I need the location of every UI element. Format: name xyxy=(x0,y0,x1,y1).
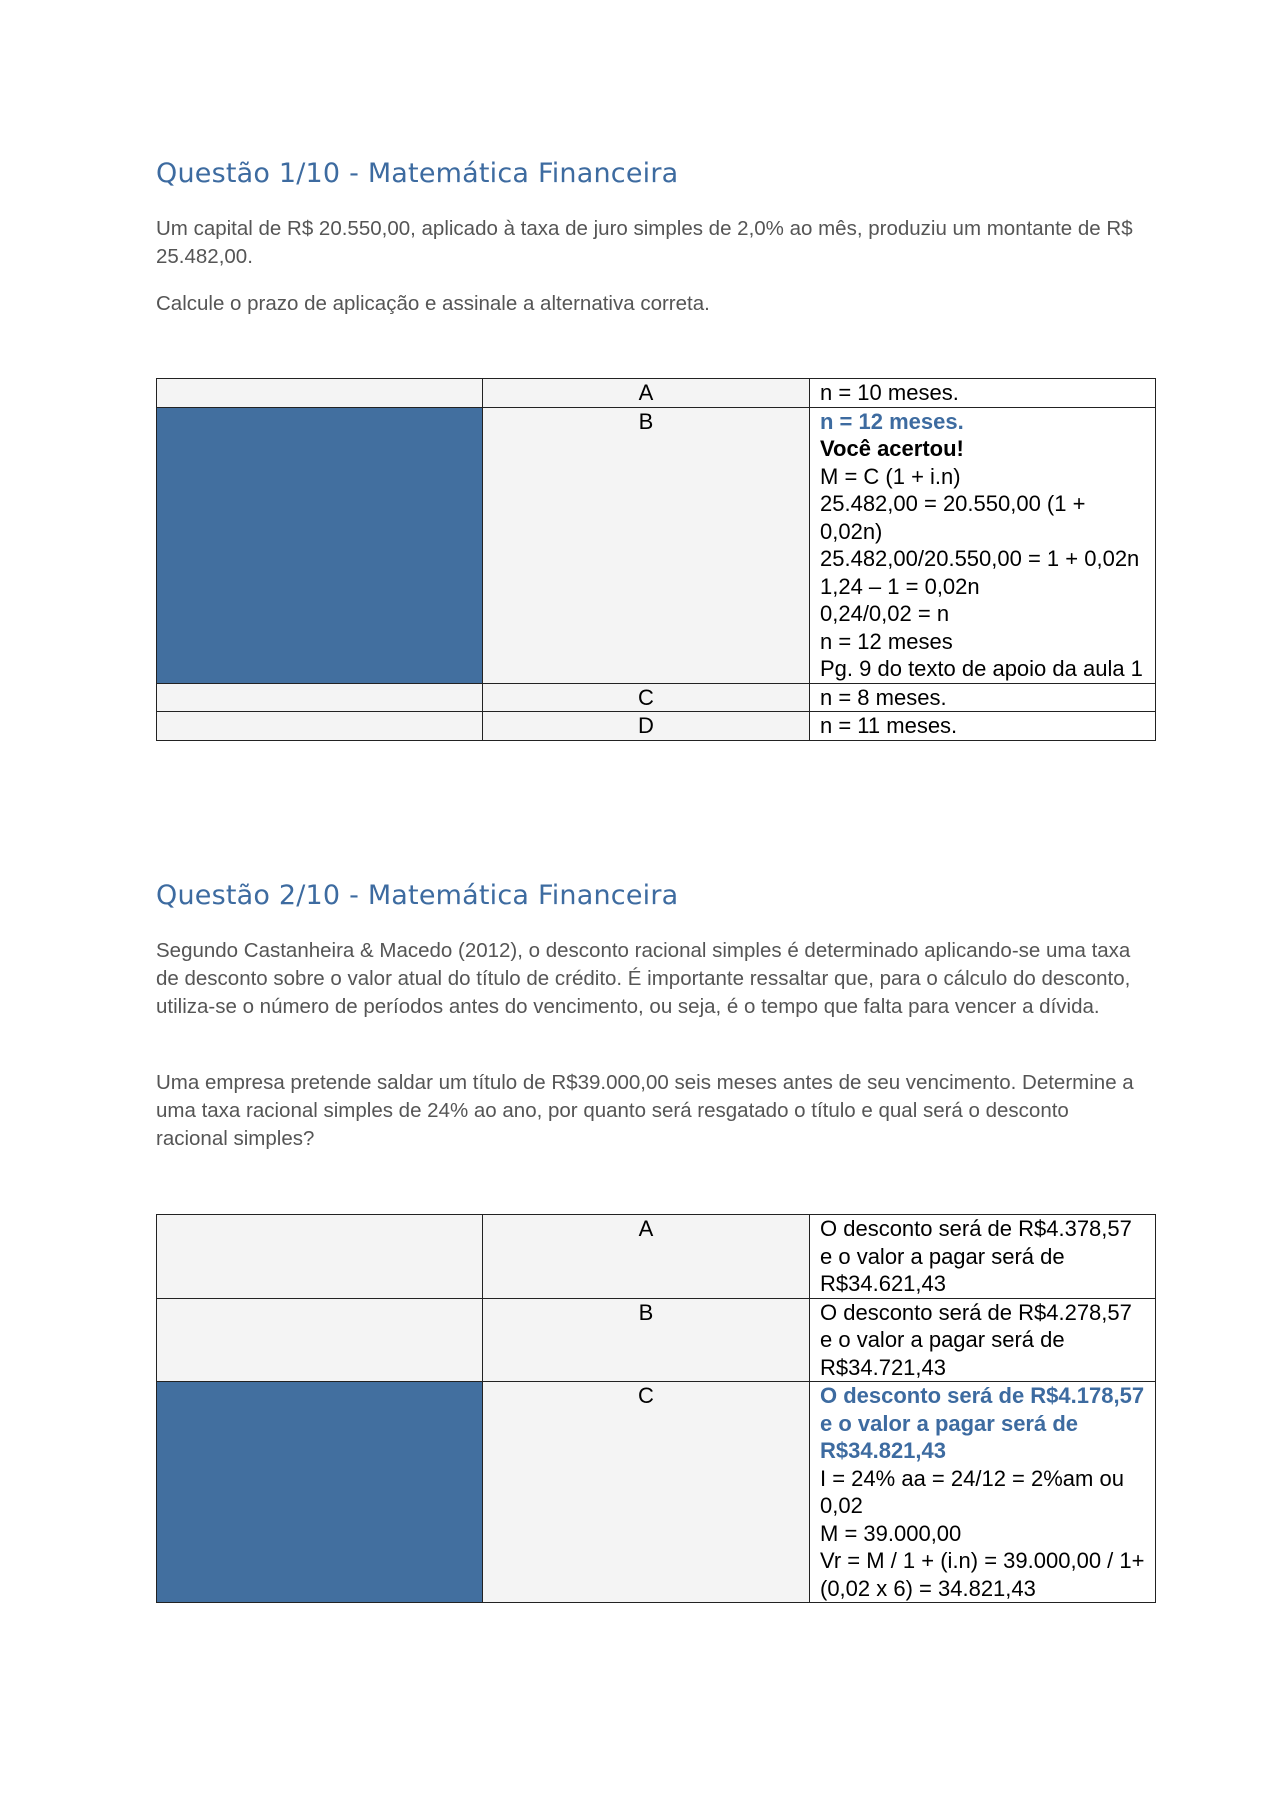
option-row-c[interactable] xyxy=(157,1382,1156,1603)
question-2-options-table xyxy=(156,1214,1156,1603)
explanation-line: I = 24% aa = 24/12 = 2%am ou 0,02 xyxy=(820,1465,1124,1518)
option-text-correct xyxy=(810,407,1156,683)
explanation-line: M = C (1 + i.n) xyxy=(820,463,961,489)
question-1-statement: Um capital de R$ 20.550,00, aplicado à taxa de juro simples de 2,0% ao mês, produziu um montante de R$ 25.482,00. xyxy=(156,217,1133,268)
option-marker-cell xyxy=(157,379,483,408)
explanation-line: 1,24 – 1 = 0,02n xyxy=(820,573,980,599)
explanation-line: 25.482,00/20.550,00 = 1 + 0,02n xyxy=(820,546,1140,571)
question-1-instruction: Calcule o prazo de aplicação e assinale a alternativa correta. xyxy=(156,292,710,315)
option-marker-cell xyxy=(157,1298,483,1382)
option-letter: B xyxy=(483,407,810,683)
question-2-title: Questão 2/10 - Matemática Financeira xyxy=(156,880,679,911)
correct-answer-text: n = 12 meses. xyxy=(820,408,964,434)
option-letter: C xyxy=(483,1382,810,1603)
option-text: n = 11 meses. xyxy=(810,712,1156,741)
option-row-c[interactable] xyxy=(157,683,1156,712)
option-text: O desconto será de R$4.378,57 e o valor a pagar será de R$34.621,43 xyxy=(810,1215,1156,1299)
question-2-statement: Uma empresa pretende saldar um título de R$39.000,00 seis meses antes de seu vencimento. Determine a uma taxa racional simples de 24% ao ano, por quanto será resgatado o título e qual será o desconto racional simples? xyxy=(156,1071,1134,1150)
explanation-line: M = 39.000,00 xyxy=(820,1520,962,1546)
correct-answer-text: O desconto será de R$4.178,57 e o valor a pagar será de R$34.821,43 xyxy=(820,1383,1145,1463)
option-row-a[interactable] xyxy=(157,379,1156,408)
option-row-b[interactable] xyxy=(157,1298,1156,1382)
option-marker-cell xyxy=(157,712,483,741)
option-row-d[interactable] xyxy=(157,712,1156,741)
option-row-a[interactable] xyxy=(157,1215,1156,1299)
question-2-context: Segundo Castanheira & Macedo (2012), o desconto racional simples é determinado aplicando-se uma taxa de desconto sobre o valor atual do título de crédito. É importante ressaltar que, para o cálculo do desconto, utiliza-se o número de períodos antes do vencimento, ou seja, é o tempo que falta para vencer a dívida. xyxy=(156,939,1131,1018)
explanation-line: 25.482,00 = 20.550,00 (1 + 0,02n) xyxy=(820,491,1086,544)
option-letter: A xyxy=(483,1215,810,1299)
question-1-options-table xyxy=(156,378,1156,741)
explanation-line: 0,24/0,02 = n xyxy=(820,601,950,626)
option-letter: B xyxy=(483,1298,810,1382)
option-text: n = 8 meses. xyxy=(810,683,1156,712)
explanation-line: Pg. 9 do texto de apoio da aula 1 xyxy=(820,656,1143,681)
option-letter: A xyxy=(483,379,810,408)
option-marker-cell xyxy=(157,683,483,712)
option-text: O desconto será de R$4.278,57 e o valor a pagar será de R$34.721,43 xyxy=(810,1298,1156,1382)
explanation-line: Vr = M / 1 + (i.n) = 39.000,00 / 1+ (0,02 x 6) = 34.821,43 xyxy=(820,1548,1145,1601)
question-1-title: Questão 1/10 - Matemática Financeira xyxy=(156,158,679,189)
explanation-line: n = 12 meses xyxy=(820,628,953,654)
option-marker-cell xyxy=(157,1215,483,1299)
option-letter: C xyxy=(483,683,810,712)
option-text-correct xyxy=(810,1382,1156,1603)
option-text: n = 10 meses. xyxy=(810,379,1156,408)
option-letter: D xyxy=(483,712,810,741)
option-row-b[interactable] xyxy=(157,407,1156,683)
correct-answer-marker xyxy=(157,1382,483,1603)
feedback-text: Você acertou! xyxy=(820,436,964,461)
correct-answer-marker xyxy=(157,407,483,683)
